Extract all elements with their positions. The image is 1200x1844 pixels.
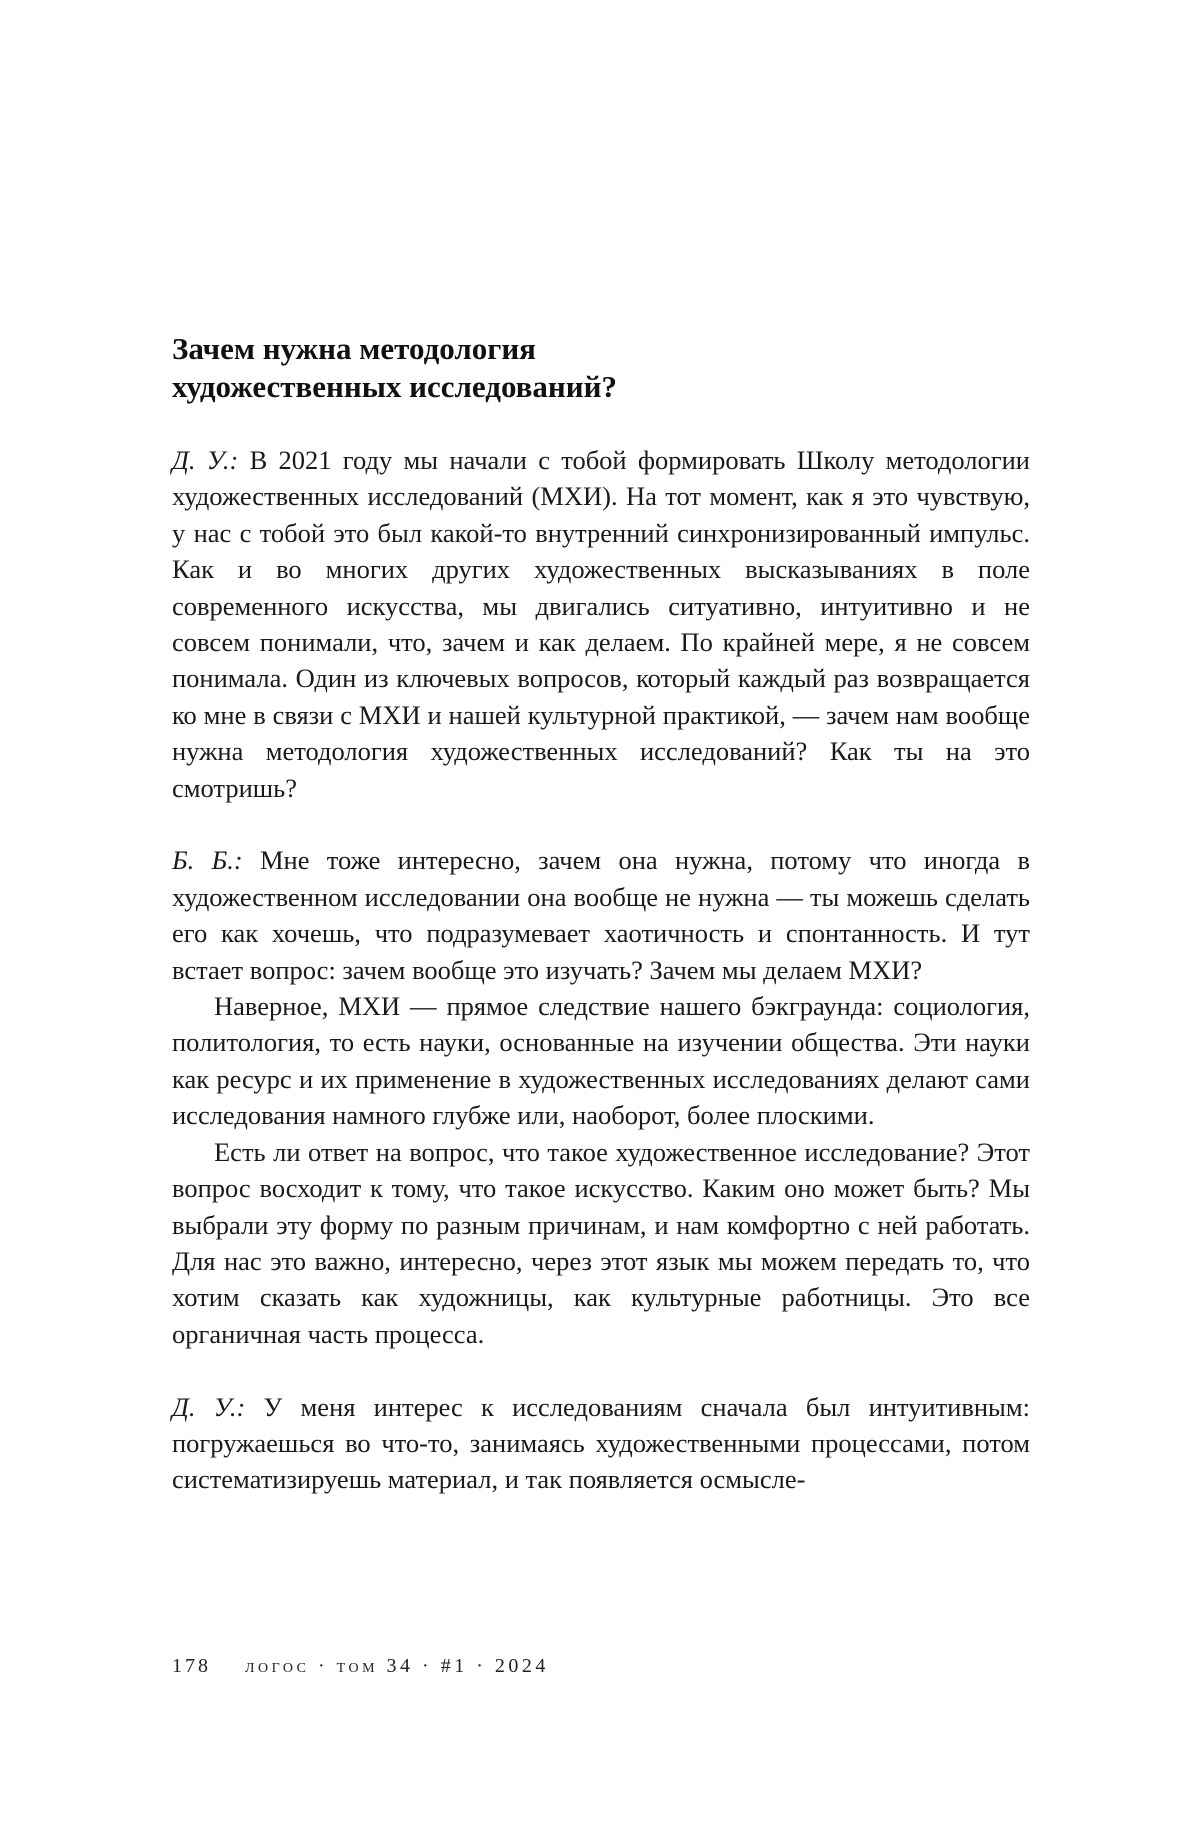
main-text [172,330,1030,1498]
section-heading [172,330,1030,406]
journal-running-title: логос · том 34 · #1 · 2024 [245,1655,549,1677]
speaker-label: Д. У.: [172,445,239,475]
paragraph-bb-2 [172,988,1030,1134]
paragraph-du-2 [172,1389,1030,1498]
heading-line-2: художественных исследований? [172,369,618,404]
paragraph-bb-1 [172,842,1030,988]
paragraph-text: В 2021 году мы начали с тобой формировать Школу методологии художественных исследований (МХИ). На тот момент, как я это чувствую, у нас с тобой это был какой-то внутренний синхронизированный импульс. Как и во многих других художественных высказываниях в поле современного искусства, мы двигались ситуативно, интуитивно и не совсем понимали, что, зачем и как делаем. По крайней мере, я не совсем понимала. Один из ключевых вопросов, который каждый раз возвращается ко мне в связи с МХИ и нашей культурной практикой, — зачем нам вообще нужна методология художественных исследований? Как ты на это смотришь? [172,445,1030,803]
speaker-label: Б. Б.: [172,845,243,876]
paragraph-text: У меня интерес к исследованиям сначала был интуитивным: погружаешься во что-то, занимаясь художественными процессами, потом систематизируешь материал, и так появляется осмысле- [172,1391,1030,1495]
page-footer [172,1655,549,1678]
paragraph-text: Наверное, МХИ — прямое следствие нашего бэкграунда: социология, политология, то есть науки, основанные на изучении общества. Эти науки как ресурс и их применение в художественных исследованиях делают сами исследования намного глубже или, наоборот, более плоскими. [172,991,1030,1131]
paragraph-text: Мне тоже интересно, зачем она нужна, потому что иногда в художественном исследовании она вообще не нужна — ты можешь сделать его как хочешь, что подразумевает хаотичность и спонтанность. И тут встает вопрос: зачем вообще это изучать? Зачем мы делаем МХИ? [172,845,1030,985]
paragraph-text: Есть ли ответ на вопрос, что такое художественное исследование? Этот вопрос восходит к тому, что такое искусство. Каким оно может быть? Мы выбрали эту форму по разным причинам, и нам комфортно с ней работать. Для нас это важно, интересно, через этот язык мы можем передать то, что хотим сказать как художницы, как культурные работницы. Это все органичная часть процесса. [172,1136,1030,1349]
paragraph-du-1 [172,442,1030,806]
heading-line-1: Зачем нужна методология [172,331,536,366]
speaker-label: Д. У.: [172,1391,246,1422]
page-number: 178 [172,1655,211,1677]
paragraph-bb-3 [172,1134,1030,1352]
